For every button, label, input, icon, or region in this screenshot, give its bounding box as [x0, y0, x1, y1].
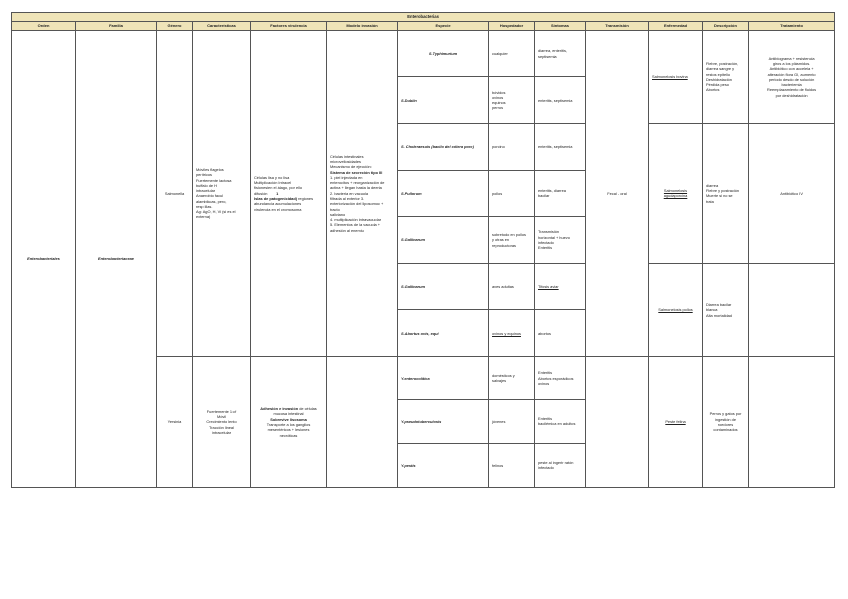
hospedador-cell: ovinos y equinos — [489, 310, 535, 357]
descripcion-cell: diarrea Fiebre y postración Muerte si no se trata — [703, 123, 749, 263]
especie-name: S. Choleraesuis — [401, 144, 431, 150]
transmision-salmonella: Fecal - oral — [586, 30, 649, 356]
header-descripcion: Descripción — [703, 21, 749, 30]
hospedador-cell: domésticos y salvajes — [489, 357, 535, 400]
table-title: Enterobacterias — [12, 13, 835, 22]
especie-cell — [398, 123, 489, 170]
hospedador-cell: cualquier — [489, 30, 535, 77]
orden-cell: Enterobacteriales — [12, 30, 76, 487]
header-familia: Familia — [76, 21, 157, 30]
enfermedad-cell: Salmonelosis pollos — [649, 263, 703, 356]
modelo-text-a: Células intestinales microvellosidades Mecanismo de ejección: — [330, 153, 372, 170]
header-especie: Especie — [398, 21, 489, 30]
especie-cell: Y.pestis — [398, 443, 489, 487]
hospedador-cell: porcino — [489, 123, 535, 170]
header-tratamiento: Tratamiento — [749, 21, 835, 30]
tratamiento-cell: Antibiograma + resistencia giros a los plásmidos. Antibiótico con acceleia + alteración flora GI, aumento periodo desdo de solución bacteriemia Reemplazamiento de fluidos por deshidratación — [749, 30, 835, 123]
sintomas-cell: peste al ingerir ratón infectado — [535, 443, 586, 487]
familia-cell: Enterobacteriaceae — [76, 30, 157, 487]
especie-cell: S.Pullorum — [398, 170, 489, 217]
modelo-yersinia — [327, 357, 398, 488]
sintomas-cell: enteritis, septisemia — [535, 77, 586, 124]
factores-number: 1 — [276, 190, 279, 196]
factores-text-a: Células lisa y no lisa Multiplicación Intracel fisionesien el álago, por ello difusión — [254, 174, 303, 196]
especie-cell: Y.pseudotuberculosis — [398, 400, 489, 443]
tratamiento-cell — [749, 357, 835, 488]
especie-cell: S.Dublin — [398, 77, 489, 124]
especie-cell: Y.enterocolítica — [398, 357, 489, 400]
sintomas-cell: Enteritis Abortos esporádicos ovinos — [535, 357, 586, 400]
descripcion-cell: Perros y gatos por ingestión de roedores contaminados — [703, 357, 749, 488]
enfermedad-cell: Salmonelosis agudaporcina — [649, 123, 703, 263]
factores-transporte: Transporte a los ganglios mesentéricos + lesiones necróticas — [266, 422, 311, 438]
descripcion-cell: Diarrea bacilar blanca Alta mortalidad — [703, 263, 749, 356]
modelo-salmonella — [327, 30, 398, 356]
caracteristicas-yersinia: Fuertemente 1:cf Móvil Crecimiento lento Tracción lineal intracelular — [193, 357, 251, 488]
header-orden: Orden — [12, 21, 76, 30]
header-transmision: Transmisión — [586, 21, 649, 30]
factores-lisosoma: Sobrevive lisosoma — [270, 416, 307, 422]
genero-yersinia: Yersinia — [157, 357, 193, 488]
modelo-secrecion: Sistema de secreción tipo III — [330, 169, 383, 175]
header-factores: Factores virulencia — [251, 21, 327, 30]
factores-islas: Islas de patogenicidad) — [254, 196, 298, 202]
caracteristicas-salmonella: Móviles flagelos perítricos Fuertemente lactosa buffalo de H intracelular Anaerobio facul alambikcas, pero, resp illas. Ag: AgO, H, Vi (si es el externa) — [193, 30, 251, 356]
header-enfermedad: Enfermedad — [649, 21, 703, 30]
sintomas-cell: Tifosis aviar — [535, 263, 586, 310]
factores-mucosa: de células mucosa intestinal — [273, 406, 317, 417]
sintomas-cell: Enteritis bacilémica en adultos — [535, 400, 586, 443]
sintomas-cell: abortos — [535, 310, 586, 357]
hospedador-cell: aves adultas — [489, 263, 535, 310]
enfermedad-cell: Peste felina — [649, 357, 703, 488]
header-hospedador: Hospedador — [489, 21, 535, 30]
sintomas-cell: Transmisión horizontal + huevo infectado Enteritis — [535, 217, 586, 264]
hospedador-cell: pollos — [489, 170, 535, 217]
factores-adhesion: Adhesión e invasión — [260, 406, 299, 412]
hospedador-cell: bóvidos ovinos equinos perros — [489, 77, 535, 124]
transmision-yersinia — [586, 357, 649, 488]
header-genero: Género — [157, 21, 193, 30]
hospedador-cell: jóvenes — [489, 400, 535, 443]
sintomas-cell: diarrea, enteritis, septisemia — [535, 30, 586, 77]
factores-text-c: regiones abundancia acumulaciones virulencia en el cromosoma — [254, 196, 314, 212]
header-caracteristicas: Características — [193, 21, 251, 30]
hospedador-cell: sobretodo en pollos y otras en reproductoras — [489, 217, 535, 264]
especie-cell: S.Gallinarum — [398, 217, 489, 264]
tratamiento-cell — [749, 263, 835, 356]
especie-cell: S.Gallinarum — [398, 263, 489, 310]
header-sintomas: Síntomas — [535, 21, 586, 30]
especie-cell: S.Abortus ovis, equi — [398, 310, 489, 357]
factores-salmonella — [251, 30, 327, 356]
tratamiento-cell: Antibiótico IV — [749, 123, 835, 263]
modelo-text-c: 1. piel injectada en enterocitos + reorganización de actina + llegan hasta la deeria 2. bacteria en vacuola filtrada al exterior 3. exteriorización del liposomoc + tracto saliviano 4. multiplicación intravacuolar 5. Elementos de la vacuola + adhesión al enemiu — [330, 174, 385, 233]
enfermedad-cell: Salmonelosis bovina — [649, 30, 703, 123]
sintomas-cell: enteritis, septisemia — [535, 123, 586, 170]
especie-cell: S.Typhimurium — [398, 30, 489, 77]
enterobacteria-table — [11, 12, 835, 488]
sintomas-cell: enteritis, diarrea bacilar — [535, 170, 586, 217]
especie-extra: (bacilo del cólera porc) — [431, 144, 474, 150]
header-modelo: Modelo invasión — [327, 21, 398, 30]
descripcion-cell: Fiebre, postración, diarrea sangre y restos epitelio Deshidratación Pérdida peso Abortos — [703, 30, 749, 123]
factores-yersinia — [251, 357, 327, 488]
genero-salmonella: Salmonella — [157, 30, 193, 356]
hospedador-cell: felinos — [489, 443, 535, 487]
